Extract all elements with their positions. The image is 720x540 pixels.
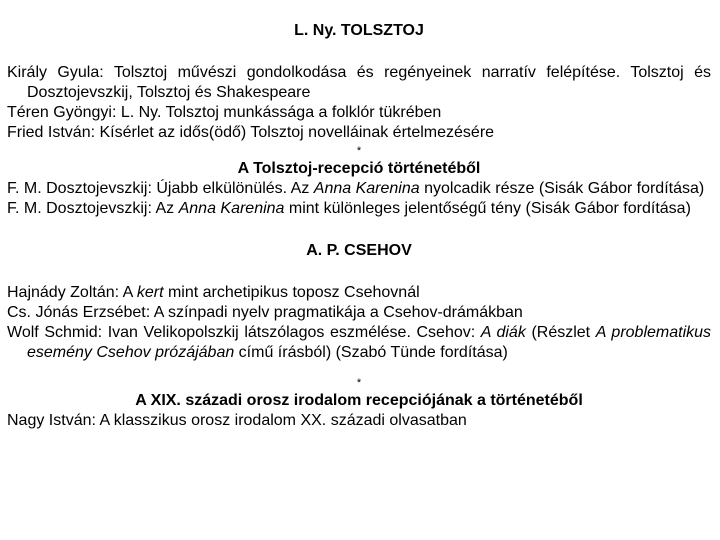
section-title-csehov: A. P. CSEHOV	[306, 242, 412, 259]
document-page	[7, 0, 711, 431]
entry-text: (Részlet	[525, 324, 596, 341]
entry-title-italic: A problematikus esemény Csehov prózájában	[27, 324, 712, 361]
entry-dosztojevszkij-1	[7, 179, 711, 199]
separator-asterisk: *	[356, 377, 362, 389]
entry-text: nyolcadik része (Sisák Gábor fordítása)	[419, 180, 705, 197]
entry-dosztojevszkij-2	[7, 199, 711, 219]
entry-text: F. M. Dosztojevszkij: Újabb elkülönülés. Az	[7, 180, 314, 197]
entry-title-italic: Anna Karenina	[178, 200, 285, 217]
entry-text: mint archetipikus toposz Csehovnál	[163, 284, 420, 301]
entry-hajnady	[7, 283, 711, 303]
entry-title-italic: A diák	[480, 324, 526, 341]
section-title-tolsztoj: L. Ny. TOLSZTOJ	[294, 22, 424, 39]
entry-jonas: Cs. Jónás Erzsébet: A színpadi nyelv pragmatikája a Csehov-drámákban	[7, 304, 523, 321]
entry-nagy: Nagy István: A klasszikus orosz irodalom XX. századi olvasatban	[7, 412, 467, 429]
entry-text: F. M. Dosztojevszkij: Az	[7, 200, 179, 217]
entry-text: Wolf Schmid: Ivan Velikopolszkij látszólagos eszmélése. Csehov:	[7, 324, 481, 341]
section-title-xix-szazad: A XIX. századi orosz irodalom recepciójának a történetéből	[135, 392, 583, 409]
section-title-recepcio: A Tolsztoj-recepció történetéből	[237, 160, 481, 177]
entry-fried: Fried István: Kísérlet az idős(ödő) Tolsztoj novelláinak értelmezésére	[7, 124, 495, 141]
separator-asterisk: *	[356, 145, 362, 157]
entry-text: című írásból) (Szabó Tünde fordítása)	[234, 344, 508, 361]
entry-teren: Téren Gyöngyi: L. Ny. Tolsztoj munkássága a folklór tükrében	[7, 104, 442, 121]
entry-schmid	[7, 323, 711, 363]
entry-title-italic: kert	[136, 284, 164, 301]
entry-title-italic: Anna Karenina	[313, 180, 420, 197]
entry-text: mint különleges jelentőségű tény (Sisák Gábor fordítása)	[284, 200, 691, 217]
entry-kiraly: Király Gyula: Tolsztoj művészi gondolkodása és regényeinek narratív felépítése. Tolsztoj és Dosztojevszkij, Tolsztoj és Shakespeare	[7, 64, 711, 101]
entry-text: Hajnády Zoltán: A	[7, 284, 137, 301]
